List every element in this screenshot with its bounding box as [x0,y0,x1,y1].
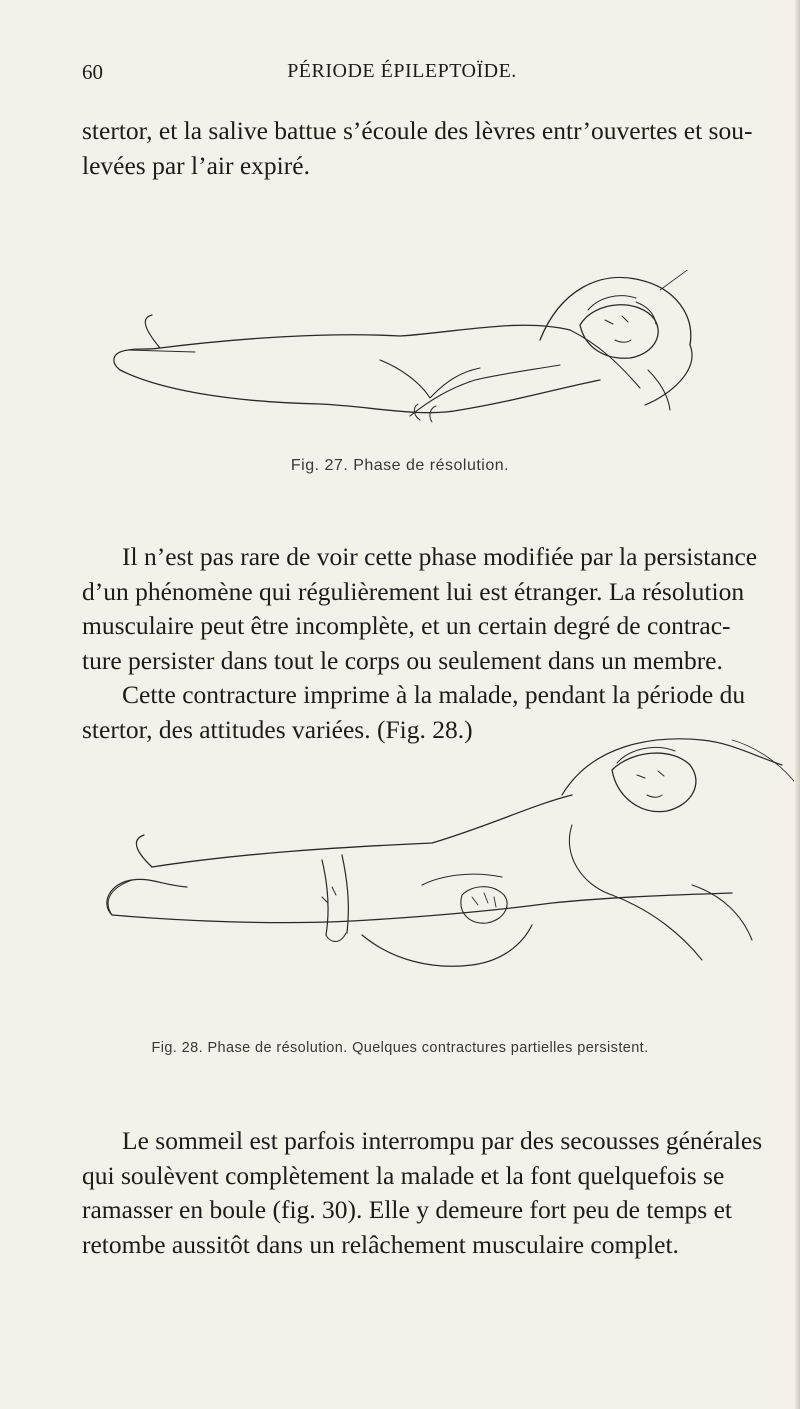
paragraph-2 [82,540,758,747]
text-line: qui soulèvent complètement la malade et la font quelquefois se [82,1160,725,1190]
figure-27-illustration [100,270,720,445]
page-edge-shadow [794,0,800,1409]
paragraph-1 [82,114,753,183]
text-line: musculaire peut être incomplète, et un certain degré de contrac- [82,611,731,640]
text-line: stertor, des attitudes variées. (Fig. 28.) [82,714,473,744]
page-number: 60 [82,60,103,84]
figure-27-caption: Fig. 27. Phase de résolution. [290,457,510,474]
text-line: d’un phénomène qui régulièrement lui est étranger. La résolution [82,576,745,606]
text-line: retombe aussitôt dans un relâchement musculaire complet. [82,1229,679,1259]
text-line: ramasser en boule (fig. 30). Elle y demeure fort peu de temps et [82,1195,733,1224]
text-line: Il n’est pas rare de voir cette phase modifiée par la persistance [122,542,758,571]
text-line: stertor, et la salive battue s’écoule des lèvres entr’ouvertes et sou- [82,116,753,145]
figure-28-illustration [92,735,800,1025]
figure-28-caption: Fig. 28. Phase de résolution. Quelques contractures partielles persistent. [151,1040,649,1056]
text-line: Le sommeil est parfois interrompu par des secousses générales [122,1126,763,1155]
text-line: Cette contracture imprime à la malade, pendant la période du [122,680,746,709]
text-line: levées par l’air expiré. [82,150,310,180]
running-title: PÉRIODE ÉPILEPTOÏDE. [287,60,517,82]
paragraph-3 [82,1124,763,1262]
text-line: ture persister dans tout le corps ou seulement dans un membre. [82,645,723,675]
running-head [82,60,722,90]
